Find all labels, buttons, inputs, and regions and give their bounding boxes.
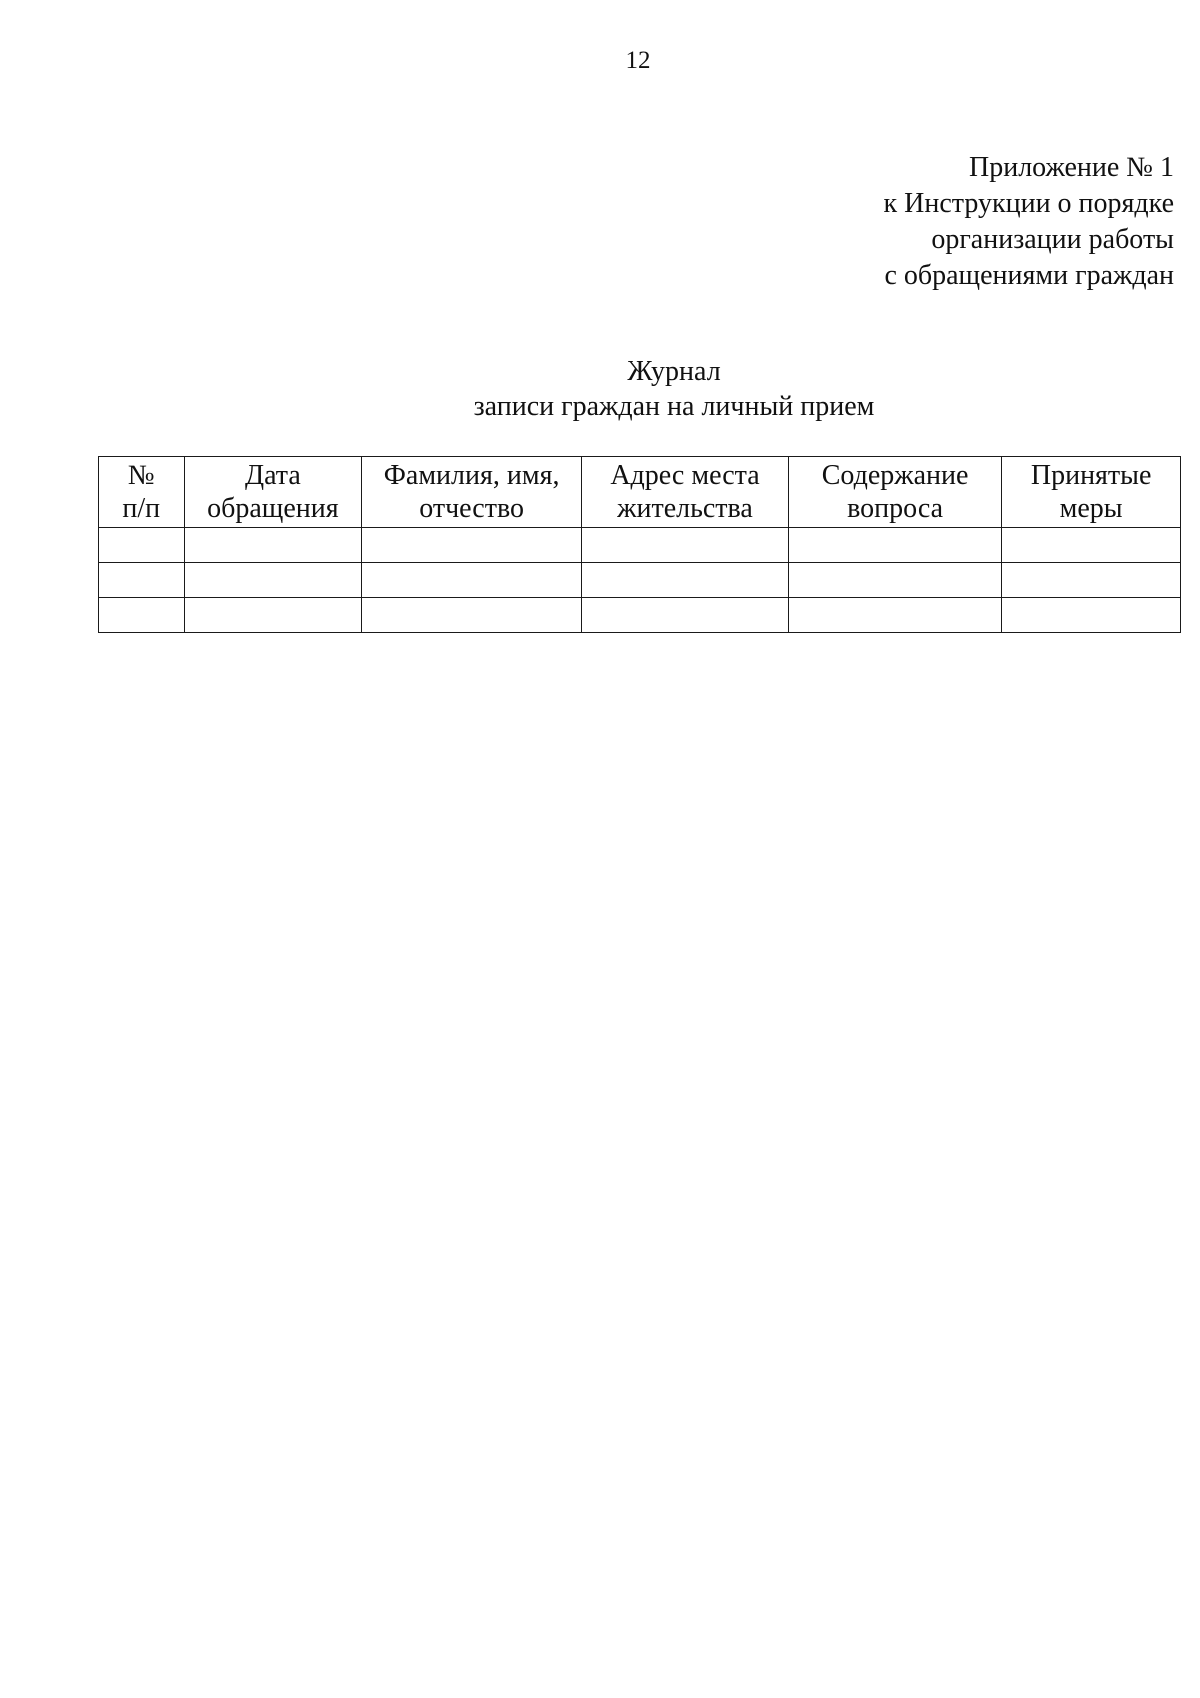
header-measures-line1: Принятые: [1030, 460, 1152, 491]
header-full-name: [362, 457, 582, 528]
table-cell: [582, 563, 789, 598]
table-row: [99, 528, 1181, 563]
table-cell: [788, 563, 1001, 598]
table-cell: [1002, 598, 1181, 633]
appendix-note: [884, 150, 1174, 294]
table-cell: [362, 563, 582, 598]
header-number-line1: №: [127, 460, 155, 491]
table-header-row: [99, 457, 1181, 528]
table-cell: [788, 598, 1001, 633]
journal-subtitle-line: записи граждан на личный прием: [473, 391, 875, 422]
appendix-line: с обращениями граждан: [884, 260, 1174, 291]
header-date-line2: обращения: [207, 493, 339, 524]
journal-title-line: Журнал: [627, 356, 721, 387]
journal-table: [98, 456, 1181, 633]
table-cell: [1002, 528, 1181, 563]
table-cell: [99, 528, 185, 563]
table-row: [99, 598, 1181, 633]
header-number-line2: п/п: [122, 493, 161, 524]
header-question-line1: Содержание: [821, 460, 969, 491]
table-cell: [362, 598, 582, 633]
table-cell: [582, 598, 789, 633]
page-number: 12: [625, 47, 651, 74]
table-cell: [788, 528, 1001, 563]
table-cell: [1002, 563, 1181, 598]
header-address-line1: Адрес места: [610, 460, 760, 491]
header-number: [99, 457, 185, 528]
appendix-line: к Инструкции о порядке: [883, 188, 1174, 219]
header-address-line2: жительства: [617, 493, 753, 524]
header-measures: [1002, 457, 1181, 528]
table-row: [99, 563, 1181, 598]
header-date-line1: Дата: [244, 460, 301, 491]
header-date: [184, 457, 362, 528]
table-cell: [99, 563, 185, 598]
table-cell: [582, 528, 789, 563]
table-cell: [184, 563, 362, 598]
table-cell: [362, 528, 582, 563]
header-address: [582, 457, 789, 528]
table-cell: [184, 528, 362, 563]
appendix-line: организации работы: [931, 224, 1174, 255]
header-question: [788, 457, 1001, 528]
header-measures-line2: меры: [1059, 493, 1123, 524]
journal-title: [0, 354, 1200, 424]
appendix-line: Приложение № 1: [969, 152, 1174, 183]
header-full-name-line1: Фамилия, имя,: [383, 460, 560, 491]
header-question-line2: вопроса: [847, 493, 944, 524]
table-cell: [99, 598, 185, 633]
header-full-name-line2: отчество: [419, 493, 524, 524]
table-cell: [184, 598, 362, 633]
